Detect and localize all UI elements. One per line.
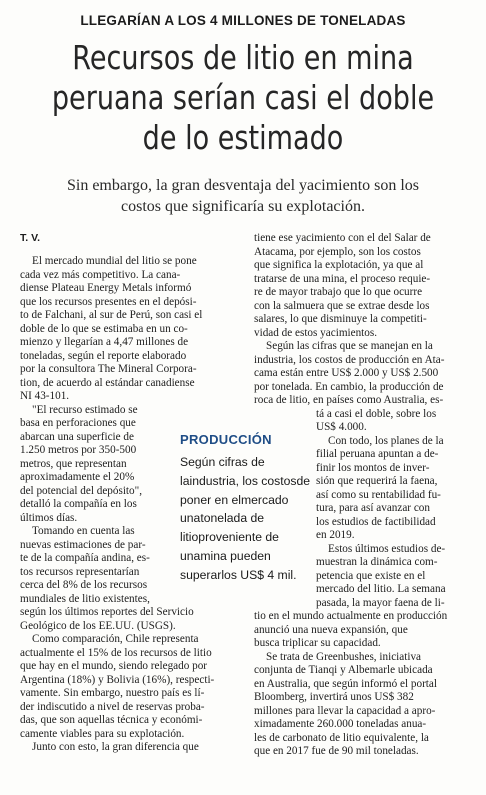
article-text-line: to de Falchani, al sur de Perú, son casi el bbox=[20, 309, 203, 321]
subhead-line: Sin embargo, la gran desventaja del yacimiento son los bbox=[66, 177, 420, 194]
article-text-line: der indiscutido a nivel de reservas proba- bbox=[20, 700, 205, 713]
article-text-line: millones para llevar la capacidad a apro- bbox=[254, 704, 436, 717]
article-text-line: conjunta de Tianqi y Albemarle ubicada bbox=[254, 664, 433, 676]
article-text-line: vidad de estos yacimientos. bbox=[254, 326, 378, 339]
sidebar-text-line: Según cifras de la bbox=[180, 455, 265, 488]
article-text-line: los estudios de factibilidad bbox=[316, 515, 436, 528]
article-text-line: camente viables para su explotación. bbox=[20, 727, 185, 740]
article-text-line: nuevas estimaciones de par- bbox=[20, 538, 146, 551]
article-text-line: en Australia, que según informó el portal bbox=[254, 677, 437, 690]
article-text-line: tura, para así avanzar con bbox=[316, 502, 430, 514]
article-text-line: Bloomberg, invertirá unos US$ 382 bbox=[254, 691, 414, 703]
kicker: LLEGARÍAN A LOS 4 MILLONES DE TONELADAS bbox=[80, 13, 406, 28]
article-text-line: Como comparación, Chile representa bbox=[32, 633, 199, 645]
article-text-line: Argentina (18%) y Bolivia (16%), respecti- bbox=[20, 673, 215, 686]
article-text-line: tio en el mundo actualmente en producción bbox=[254, 610, 448, 622]
headline-line: de lo estimado bbox=[142, 118, 344, 157]
article-text-line: muestran la dinámica com- bbox=[316, 556, 438, 568]
byline: T. V. bbox=[20, 232, 41, 244]
right-column bbox=[254, 232, 472, 759]
article-text-line: tiene ese yacimiento con el del Salar de bbox=[254, 232, 431, 244]
article-text-line: anunció una nueva expansión, que bbox=[254, 623, 408, 636]
article-text-line: das, que son aquellas técnica y económi- bbox=[20, 714, 203, 726]
article-text-line: "El recurso estimado se bbox=[32, 403, 138, 416]
article-text-line: busca triplicar su capacidad. bbox=[254, 637, 381, 649]
article-text-line: abarcan una superficie de bbox=[20, 430, 134, 443]
article-text-line: vamente. Sin embargo, nuestro país es lí- bbox=[20, 687, 205, 699]
article-text-line: filial peruana apuntan a de- bbox=[316, 448, 439, 460]
sidebar-text-line: industria, los costos bbox=[189, 473, 297, 488]
article-text-line: con la salmuera que se extrae desde los bbox=[254, 299, 430, 312]
article-text-line: tion, de acuerdo al estándar canadiense bbox=[20, 376, 195, 389]
headline-line: Recursos de litio en mina bbox=[72, 38, 414, 77]
article-text-line: les de carbonato de litio equivalente, la bbox=[254, 731, 429, 744]
sidebar-text-line: los US$ 4 mil. bbox=[221, 567, 297, 582]
article-text-line: industria, los costos de producción en Ata- bbox=[254, 353, 445, 366]
sidebar-title: PRODUCCIÓN bbox=[180, 432, 272, 447]
article-text-line: actualmente el 15% de los recursos de litio bbox=[20, 646, 212, 659]
article-text-line: roca de litio, en países como Australia, es- bbox=[254, 394, 444, 406]
article-text-line: por la consultora The Mineral Corpora- bbox=[20, 363, 197, 375]
sidebar-text-line: mercado una bbox=[180, 492, 289, 526]
article-text-line: salares, lo que disminuye la competiti- bbox=[254, 313, 427, 325]
article-text-line: según los últimos reportes del Servicio bbox=[20, 606, 194, 618]
article-text-line: Junto con esto, la gran diferencia que bbox=[32, 741, 199, 753]
article-text-line: El mercado mundial del litio se pone bbox=[32, 255, 197, 267]
article-text-line: diense Plateau Energy Metals informó bbox=[20, 282, 192, 294]
article-text-line: doble de lo que se estimaba en un co- bbox=[20, 322, 188, 335]
article-text-line: tos recursos representarían bbox=[20, 565, 140, 578]
article-text-line: Con todo, los planes de la bbox=[328, 434, 444, 447]
article-text-line: sión que requerirá la faena, bbox=[316, 475, 438, 487]
article-text-line: metros, que representan bbox=[20, 457, 127, 470]
article-text-line: Tomando en cuenta las bbox=[32, 525, 135, 537]
article-text-line: pasada, la mayor faena de li- bbox=[316, 596, 445, 609]
article-text-line: detalló la compañía en los bbox=[20, 498, 137, 510]
article-text-line: te de la compañía andina, es- bbox=[20, 552, 150, 564]
subhead-line: costos que significaría su explotación. bbox=[121, 198, 365, 215]
article-text-line: que los recursos presentes en el depósi- bbox=[20, 295, 197, 308]
article-text-line: NI 43-101. bbox=[20, 390, 70, 402]
article-text-line: 1.250 metros por 350-500 bbox=[20, 444, 137, 456]
sidebar-text-line: mina pueden superar bbox=[180, 548, 271, 582]
article-text-line: toneladas, según el reporte elaborado bbox=[20, 349, 187, 362]
headline-line: peruana serían casi el doble bbox=[51, 78, 435, 117]
sidebar-text-line: de poner en el bbox=[180, 473, 311, 507]
article-text-line: del potencial del depósito", bbox=[20, 484, 143, 497]
article-text-line: cada vez más competitivo. La cana- bbox=[20, 268, 181, 281]
article-text-line: basa en perforaciones que bbox=[20, 417, 136, 429]
article-text-line: Se trata de Greenbushes, iniciativa bbox=[266, 650, 422, 663]
article-text-line: aproximadamente el 20% bbox=[20, 471, 135, 483]
article-text-line: mienzo y llegarían a 4,47 millones de bbox=[20, 336, 189, 348]
article-text-line: así como su rentabilidad fu- bbox=[316, 488, 441, 501]
article-text-line: mercado del litio. La semana bbox=[316, 583, 446, 595]
article-text-line: re de mayor trabajo que lo que ocurre bbox=[254, 286, 423, 298]
article-text-line: mundiales de litio existentes, bbox=[20, 592, 150, 605]
article-text-line: por tonelada. En cambio, la producción de bbox=[254, 380, 444, 393]
article-text-line: Geológico de los EE.UU. (USGS). bbox=[20, 619, 176, 632]
article-text-line: finir los montos de inver- bbox=[316, 461, 430, 474]
article-text-line: petencia que existe en el bbox=[316, 569, 426, 582]
article-text-line: en 2019. bbox=[316, 529, 355, 541]
subhead bbox=[0, 175, 486, 217]
article-text-line: US$ 4.000. bbox=[316, 421, 367, 433]
article-text-line: tratarse de una mina, el proceso requie- bbox=[254, 272, 431, 285]
article-text-line: Estos últimos estudios de- bbox=[328, 542, 446, 555]
article-text-line: que en 2017 fue de 90 mil toneladas. bbox=[254, 745, 419, 757]
article-text-line: últimos días. bbox=[20, 511, 78, 524]
sidebar-text-line: tonelada de litio bbox=[180, 511, 265, 545]
article-text-line: Según las cifras que se manejan en la bbox=[266, 340, 433, 352]
article-text-line: cama están entre US$ 2.000 y US$ 2.500 bbox=[254, 367, 439, 379]
article-text-line: que significa la explotación, ya que al bbox=[254, 259, 424, 271]
article-text-line: cerca del 8% de los recursos bbox=[20, 579, 148, 591]
headline bbox=[44, 38, 443, 158]
article-text-line: tá a casi el doble, sobre los bbox=[316, 407, 437, 420]
article-text-line: ximadamente 260.000 toneladas anua- bbox=[254, 718, 427, 730]
article-text-line: que hay en el mundo, siendo relegado por bbox=[20, 660, 208, 672]
sidebar-text-line: proveniente de una bbox=[180, 530, 279, 563]
article-text-line: Atacama, por ejemplo, son los costos bbox=[254, 245, 421, 258]
